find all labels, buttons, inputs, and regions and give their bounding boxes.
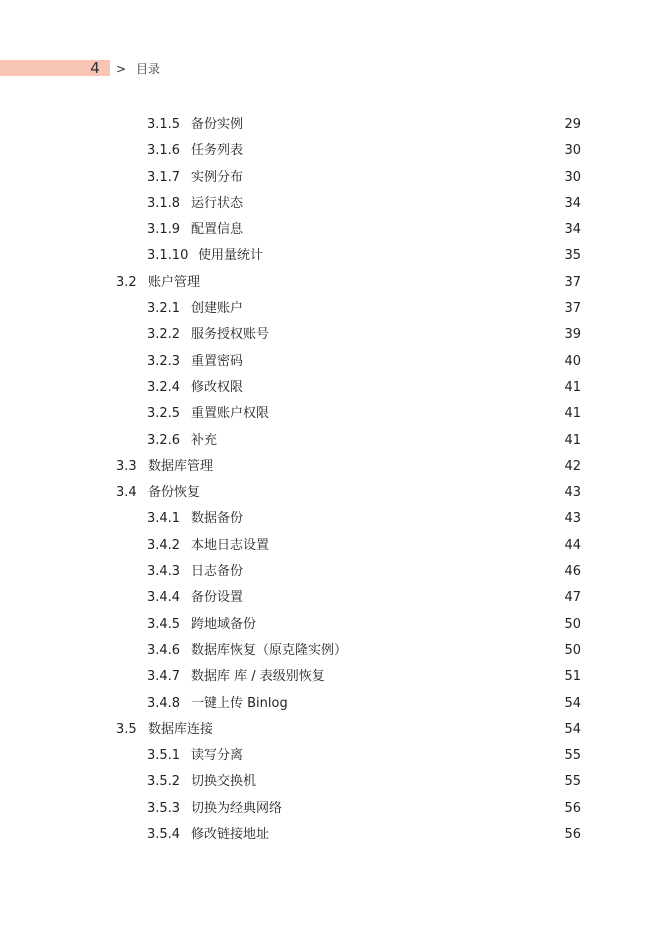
toc-entry-page: 41	[564, 406, 581, 422]
toc-entry[interactable]	[0, 717, 669, 743]
toc-entry-title: 重置密码	[191, 353, 244, 369]
toc-entry-number: 3.5.1	[147, 748, 181, 764]
toc-entry[interactable]	[0, 480, 669, 506]
toc-entry-title: 数据备份	[191, 511, 244, 527]
toc-entry[interactable]	[0, 822, 669, 848]
toc-entry-number: 3.1.7	[147, 169, 181, 185]
toc-entry-title: 切换交换机	[191, 774, 257, 790]
toc-entry-page: 55	[564, 748, 581, 764]
toc-entry[interactable]	[0, 691, 669, 717]
toc-entry[interactable]	[0, 428, 669, 454]
toc-entry-number: 3.2.6	[147, 432, 181, 448]
toc-entry-title: 运行状态	[191, 195, 244, 211]
toc-entry-title: 任务列表	[191, 143, 244, 159]
toc-entry-page: 34	[564, 222, 581, 238]
toc-entry-title: 修改链接地址	[191, 827, 270, 843]
toc-entry-title: 读写分离	[191, 748, 244, 764]
toc-entry[interactable]	[0, 454, 669, 480]
toc-entry[interactable]	[0, 243, 669, 269]
toc-entry-title: 配置信息	[191, 222, 244, 238]
toc-entry[interactable]	[0, 191, 669, 217]
toc-entry[interactable]	[0, 296, 669, 322]
toc-entry-page: 54	[564, 695, 581, 711]
toc-entry[interactable]	[0, 533, 669, 559]
toc-entry-number: 3.5.4	[147, 827, 181, 843]
page-number: 4	[90, 59, 100, 77]
toc-entry-number: 3.1.10	[147, 248, 189, 264]
toc-entry-number: 3.1.8	[147, 195, 181, 211]
toc-entry-number: 3.4.5	[147, 616, 181, 632]
toc-entry-number: 3.5.3	[147, 800, 181, 816]
toc-entry-page: 43	[564, 485, 581, 501]
toc-entry[interactable]	[0, 375, 669, 401]
toc-entry-title: 本地日志设置	[191, 537, 270, 553]
toc-entry-page: 56	[564, 827, 581, 843]
toc-entry-page: 50	[564, 642, 581, 658]
toc-entry-page: 54	[564, 721, 581, 737]
toc-entry-page: 50	[564, 616, 581, 632]
toc-entry-page: 35	[564, 248, 581, 264]
toc-entry-title: 日志备份	[191, 564, 244, 580]
toc-entry[interactable]	[0, 270, 669, 296]
toc-entry[interactable]	[0, 664, 669, 690]
toc-entry[interactable]	[0, 796, 669, 822]
toc-entry-title: 账户管理	[148, 274, 201, 290]
toc-entry-page: 56	[564, 800, 581, 816]
toc-entry-number: 3.4.1	[147, 511, 181, 527]
toc-entry-number: 3.4.2	[147, 537, 181, 553]
toc-entry[interactable]	[0, 612, 669, 638]
toc-entry-number: 3.5	[116, 721, 137, 737]
toc-entry-title: 数据库 库 / 表级别恢复	[191, 669, 325, 685]
toc-entry[interactable]	[0, 638, 669, 664]
toc-entry-page: 40	[564, 353, 581, 369]
toc-entry-number: 3.4.3	[147, 564, 181, 580]
toc-entry-number: 3.2.2	[147, 327, 181, 343]
toc-entry[interactable]	[0, 138, 669, 164]
toc-entry-number: 3.4.7	[147, 669, 181, 685]
toc-entry-number: 3.2.3	[147, 353, 181, 369]
toc-entry-page: 44	[564, 537, 581, 553]
toc-entry-title: 服务授权账号	[191, 327, 270, 343]
toc-entry-title: 使用量统计	[198, 248, 264, 264]
toc-entry-title: 创建账户	[191, 301, 244, 317]
toc-entry-page: 34	[564, 195, 581, 211]
toc-entry-title: 切换为经典网络	[191, 800, 283, 816]
toc-entry-title: 重置账户权限	[191, 406, 270, 422]
breadcrumb-separator: >	[116, 62, 127, 76]
toc-entry[interactable]	[0, 585, 669, 611]
toc-entry-title: 跨地域备份	[191, 616, 257, 632]
toc-entry-title: 数据库恢复（原克隆实例）	[191, 642, 348, 658]
toc-entry[interactable]	[0, 559, 669, 585]
toc-entry-number: 3.1.9	[147, 222, 181, 238]
toc-entry-page: 30	[564, 143, 581, 159]
table-of-contents	[0, 112, 669, 848]
toc-entry-page: 51	[564, 669, 581, 685]
toc-entry-number: 3.1.5	[147, 117, 181, 132]
toc-entry-title: 备份恢复	[148, 485, 201, 501]
toc-entry[interactable]	[0, 401, 669, 427]
toc-entry-title: 实例分布	[191, 169, 244, 185]
toc-entry-number: 3.3	[116, 458, 137, 474]
toc-entry[interactable]	[0, 112, 669, 138]
toc-entry-number: 3.2.5	[147, 406, 181, 422]
toc-entry-number: 3.4.8	[147, 695, 181, 711]
toc-entry-number: 3.2	[116, 274, 137, 290]
toc-entry[interactable]	[0, 217, 669, 243]
toc-entry-page: 29	[564, 117, 581, 132]
toc-entry[interactable]	[0, 506, 669, 532]
toc-entry-title: 修改权限	[191, 379, 244, 395]
toc-entry[interactable]	[0, 322, 669, 348]
toc-entry-page: 47	[564, 590, 581, 606]
toc-entry-page: 43	[564, 511, 581, 527]
toc-entry-number: 3.4	[116, 485, 137, 501]
toc-entry-page: 39	[564, 327, 581, 343]
toc-entry-number: 3.4.6	[147, 642, 181, 658]
toc-entry-title: 一键上传 Binlog	[191, 695, 288, 711]
toc-entry-title: 备份设置	[191, 590, 244, 606]
toc-entry-page: 46	[564, 564, 581, 580]
toc-entry-page: 30	[564, 169, 581, 185]
toc-entry-title: 备份实例	[191, 117, 244, 132]
toc-entry[interactable]	[0, 349, 669, 375]
toc-entry-title: 数据库连接	[148, 721, 214, 737]
toc-entry-page: 41	[564, 379, 581, 395]
toc-entry[interactable]	[0, 769, 669, 795]
toc-entry-title: 数据库管理	[148, 458, 214, 474]
toc-entry-number: 3.2.1	[147, 301, 181, 317]
section-title: 目录	[136, 62, 161, 76]
toc-entry-page: 37	[564, 274, 581, 290]
toc-entry[interactable]	[0, 165, 669, 191]
toc-entry-number: 3.5.2	[147, 774, 181, 790]
toc-entry-page: 37	[564, 301, 581, 317]
toc-entry-page: 55	[564, 774, 581, 790]
toc-entry-page: 42	[564, 458, 581, 474]
toc-entry-page: 41	[564, 432, 581, 448]
toc-entry-number: 3.2.4	[147, 379, 181, 395]
toc-entry[interactable]	[0, 743, 669, 769]
toc-entry-title: 补充	[191, 432, 218, 448]
toc-entry-number: 3.1.6	[147, 143, 181, 159]
toc-entry-number: 3.4.4	[147, 590, 181, 606]
